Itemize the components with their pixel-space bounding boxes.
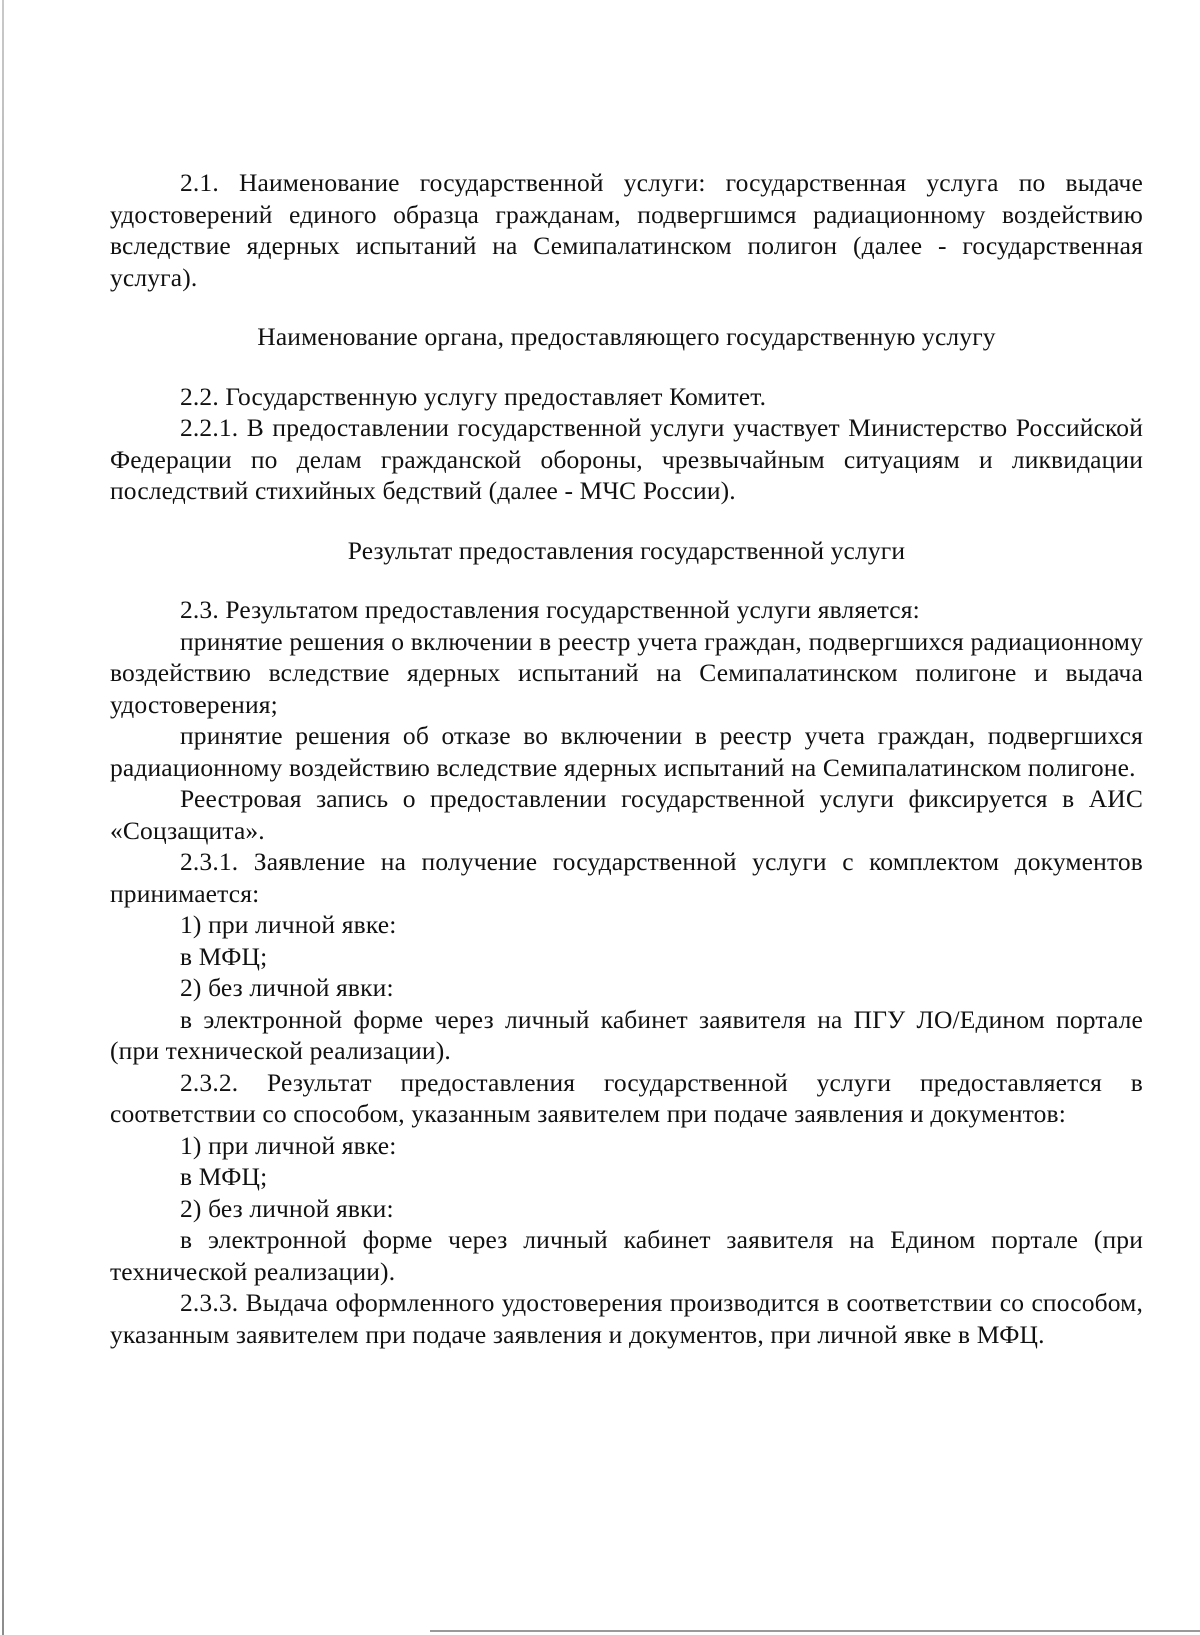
list-item-electronic: в электронной форме через личный кабинет заявителя на Едином портале (при технической реализации). (110, 1225, 1143, 1286)
paragraph-2-2-1: 2.2.1. В предоставлении государственной услуги участвует Министерство Российской Федерации по делам гражданской обороны, чрезвычайным ситуациям и ликвидации последствий стихийных бедствий (далее - МЧС России). (110, 413, 1143, 505)
list-item-mfc: в МФЦ; (180, 1162, 268, 1191)
paragraph-registry-record: Реестровая запись о предоставлении государственной услуги фиксируется в АИС «Соцзащита». (110, 784, 1143, 845)
paragraph-2-3-3: 2.3.3. Выдача оформленного удостоверения производится в соответствии со способом, указанным заявителем при подаче заявления и документов, при личной явке в МФЦ. (110, 1288, 1143, 1349)
list-item-mfc: в МФЦ; (180, 941, 268, 971)
paragraph-2-3-1: 2.3.1. Заявление на получение государственной услуги с комплектом документов принимается: (110, 847, 1143, 908)
list-item-remote: 2) без личной явки: (180, 1193, 394, 1223)
list-item-in-person: 1) при личной явке: (180, 910, 397, 939)
paragraph-result-inclusion: принятие решения о включении в реестр учета граждан, подвергшихся радиационному воздействию вследствие ядерных испытаний на Семипалатинском полигоне и выдача удостоверения; (110, 626, 1143, 719)
paragraph-2-3: 2.3. Результатом предоставления государственной услуги является: (180, 595, 920, 624)
heading-service-provider: Наименование органа, предоставляющего государственную услугу (257, 322, 996, 351)
paragraph-2-3-2: 2.3.2. Результат предоставления государственной услуги предоставляется в соответствии со способом, указанным заявителем при подаче заявления и документов: (110, 1067, 1143, 1128)
list-item-remote: 2) без личной явки: (180, 973, 394, 1002)
paragraph-2-2: 2.2. Государственную услугу предоставляет Комитет. (180, 381, 767, 411)
heading-service-result: Результат предоставления государственной услуги (347, 535, 906, 565)
list-item-in-person: 1) при личной явке: (180, 1130, 397, 1160)
paragraph-2-1: 2.1. Наименование государственной услуги: государственная услуга по выдаче удостоверений единого образца гражданам, подвергшимся радиационному воздействию вследствие ядерных испытаний на Семипалатинском полигон (далее - государственная услуга). (110, 168, 1143, 292)
scan-edge-left (2, 0, 4, 1635)
document-body (110, 167, 1143, 1350)
list-item-electronic: в электронной форме через личный кабинет заявителя на ПГУ ЛО/Едином портале (при технической реализации). (110, 1004, 1143, 1065)
scan-edge-bottom (430, 1630, 1200, 1632)
paragraph-result-refusal: принятие решения об отказе во включении в реестр учета граждан, подвергшихся радиационному воздействию вследствие ядерных испытаний на Семипалатинском полигоне. (110, 721, 1143, 782)
